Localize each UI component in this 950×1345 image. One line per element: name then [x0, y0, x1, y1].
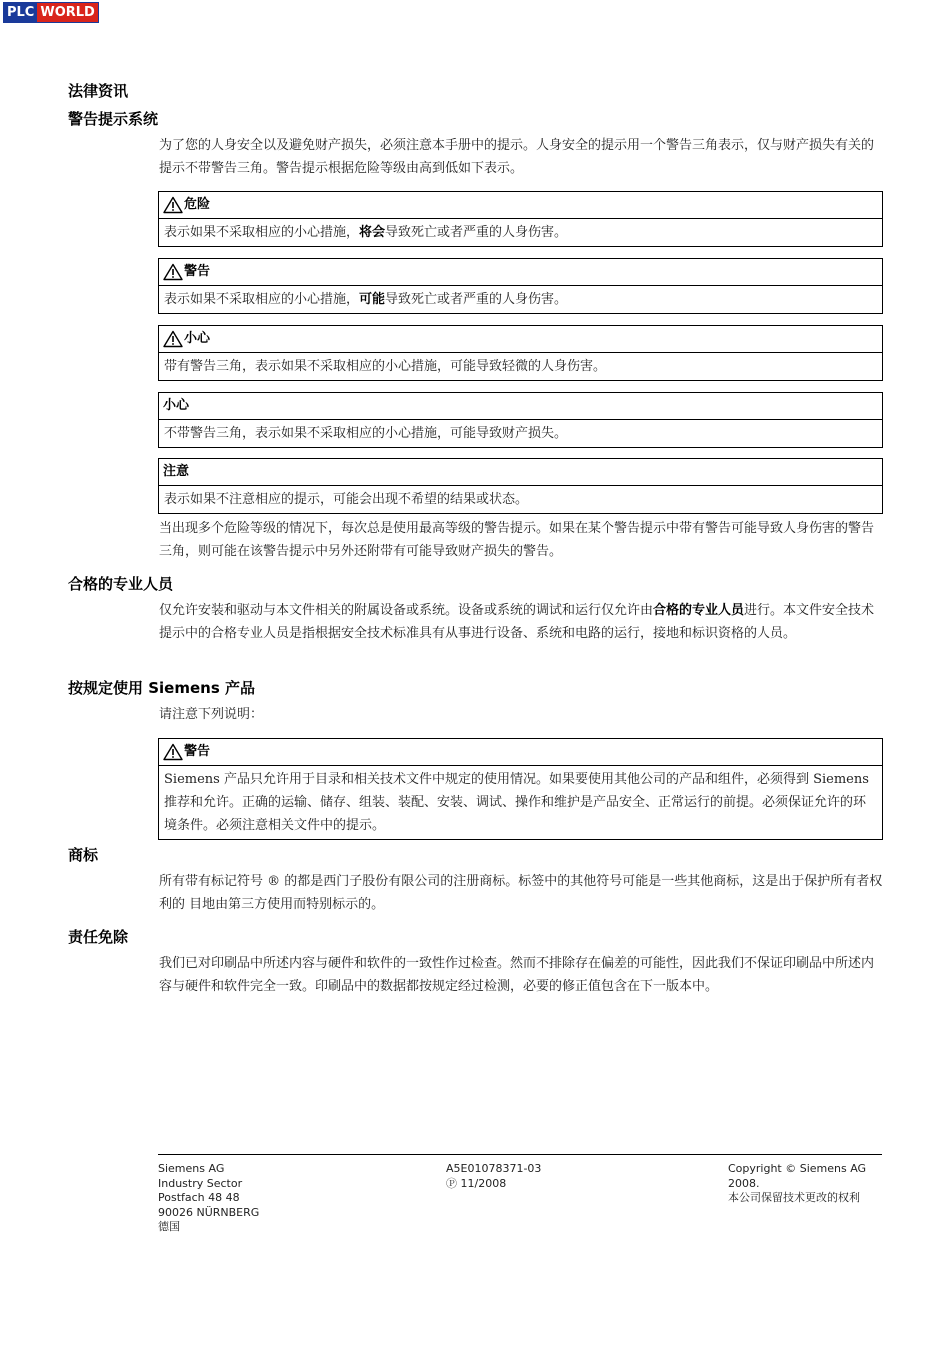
- plc-world-logo: PLC WORLD: [3, 2, 99, 23]
- proper-use-warning-label: 警告: [184, 744, 211, 759]
- warning-label: 警告: [184, 264, 211, 279]
- warning-triangle-icon: [163, 263, 183, 281]
- footer-address: Siemens AG Industry Sector Postfach 48 48 90026 NÜRNBERG 德国: [158, 1162, 260, 1233]
- danger-label: 危险: [184, 197, 211, 212]
- trademarks-text: 所有带有标记符号 ® 的都是西门子股份有限公司的注册商标。标签中的其他符号可能是一些其他商标，这是出于保护所有者权利的 目地由第三方使用而特别标示的。: [159, 874, 883, 912]
- notice-label: 注意: [159, 459, 882, 486]
- doc-number: A5E01078371-03: [446, 1162, 542, 1175]
- proper-use-title: 按规定使用 Siemens 产品: [68, 679, 255, 697]
- caution-triangle-label: 小心: [184, 331, 211, 346]
- disclaimer-text: 我们已对印刷品中所述内容与硬件和软件的一致性作过检查。然而不排除存在偏差的可能性，因此我们不保证印刷品中所述内容与硬件和软件完全一致。印刷品中的数据都按规定经过检测，必要的修正值包含在下一版本中。: [159, 956, 875, 994]
- doc-date: Ⓟ 11/2008: [446, 1176, 507, 1190]
- warning-text: 表示如果不采取相应的小心措施，可能导致死亡或者严重的人身伤害。: [164, 292, 568, 307]
- proper-use-warning-box: [158, 738, 883, 840]
- warning-box: [158, 258, 883, 314]
- caution-triangle-box: [158, 325, 883, 381]
- danger-text: 表示如果不采取相应的小心措施，将会导致死亡或者严重的人身伤害。: [164, 225, 568, 240]
- disclaimer-title: 责任免除: [68, 928, 129, 946]
- warning-triangle-icon: [163, 330, 183, 348]
- warning-system-title: 警告提示系统: [68, 110, 159, 128]
- proper-use-warning-text: Siemens 产品只允许用于目录和相关技术文件中规定的使用情况。如果要使用其他公司的产品和组件，必须得到 Siemens 推荐和允许。正确的运输、储存、组装、装配、安装、调试、操作和维护是产品安全、正常运行的前提。必须保证允许的环境条件。必须注意相关文件中的提示。: [164, 772, 869, 833]
- multi-level-paragraph: 当出现多个危险等级的情况下，每次总是使用最高等级的警告提示。如果在某个警告提示中带有警告可能导致人身伤害的警告三角，则可能在该警告提示中另外还附带有可能导致财产损失的警告。: [159, 521, 875, 559]
- danger-box: [158, 191, 883, 247]
- page-title: 法律资讯: [68, 82, 129, 100]
- qualified-personnel-title: 合格的专业人员: [68, 575, 174, 593]
- caution-label: 小心: [159, 393, 882, 420]
- caution-box: [158, 392, 883, 448]
- qualified-personnel-text: 仅允许安装和驱动与本文件相关的附属设备或系统。设备或系统的调试和运行仅允许由合格的专业人员进行。本文件安全技术提示中的合格专业人员是指根据安全技术标准具有从事进行设备、系统和电路的运行，接地和标识资格的人员。: [159, 603, 875, 641]
- caution-text: 不带警告三角，表示如果不采取相应的小心措施，可能导致财产损失。: [164, 426, 568, 441]
- warning-system-intro: 为了您的人身安全以及避免财产损失，必须注意本手册中的提示。人身安全的提示用一个警告三角表示，仅与财产损失有关的提示不带警告三角。警告提示根据危险等级由高到低如下表示。: [159, 138, 875, 176]
- footer-document-info: [446, 1162, 541, 1191]
- notice-box: [158, 458, 883, 514]
- footer-copyright: Copyright © Siemens AG 2008. 本公司保留技术更改的权利: [728, 1162, 867, 1204]
- footer-divider: [158, 1154, 882, 1155]
- caution-triangle-text: 带有警告三角，表示如果不采取相应的小心措施，可能导致轻微的人身伤害。: [164, 359, 607, 374]
- proper-use-intro: 请注意下列说明：: [159, 707, 264, 722]
- warning-triangle-icon: [163, 743, 183, 761]
- warning-triangle-icon: [163, 196, 183, 214]
- trademarks-title: 商标: [68, 846, 99, 864]
- notice-text: 表示如果不注意相应的提示，可能会出现不希望的结果或状态。: [164, 492, 529, 507]
